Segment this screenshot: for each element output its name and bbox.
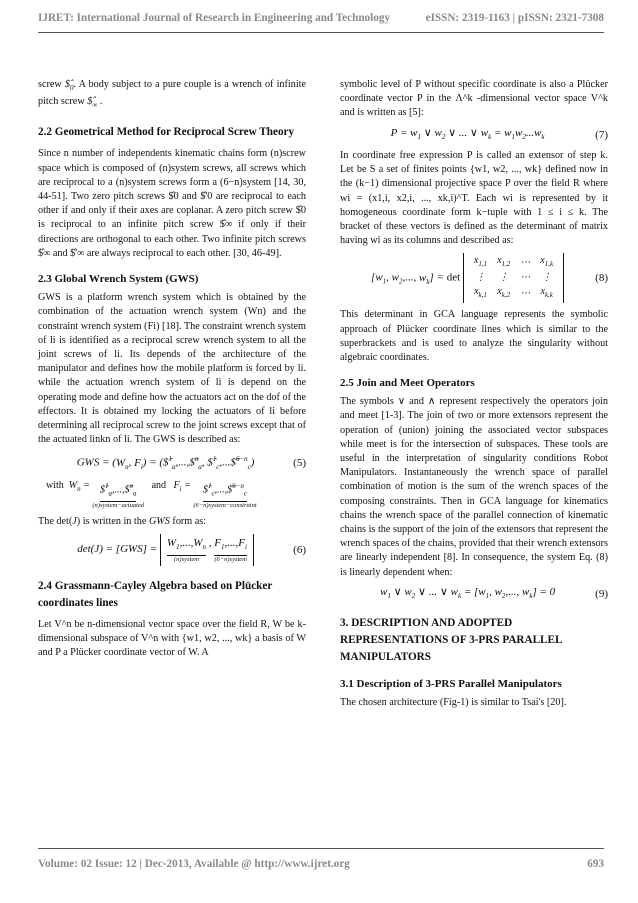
section-2-2-body: Since n number of independents kinematic chains form (n)screw space which is composed of (n)system screws, all screws which are reciprocal to a (n)system screws form a (6−n)system [14, 30, 44-51]. Two zero pitch screws $̂0 and $̂'0 are reciprocal to each other if and only if their axes are coplanar. A zero pitch screw $̂0 is reciprocal to an infinite pitch screw $̂∞ if only if their directions are orthogonal to each other. Two infinite pitch screws $̂∞ and $̂'∞ are always reciprocal to each other. [30, 46-49]. (38, 148, 306, 259)
equation-9: $w_1$ ∨ $w_2$ ∨ ... ∨ $w_k = [w_1$, $w_2$,..., $w_k] = 0$ (9) (380, 585, 608, 601)
section-3-1-body: The chosen architecture (Fig-1) is similar to Tsai's [20]. (340, 697, 567, 709)
left-column (38, 78, 306, 664)
section-2-5-body: The symbols ∨ and ∧ represent respectively the operators join and meet [1-3]. The join of two or more extensors represent the operation of (union) joining the associated vector subspaces while meet is for the intersection of subspaces. These tools are useful in the interpretation of singularity conditions Robot Manipulators. Instantaneously the wrench space of parallel combination of motion is the sum of the wrench spaces of the composing constraints. Then in GCA language for kinematics chains the wrench space of the parallel connection of kinematic chains is the support of the join of the extensors that represent the wrench spaces of the chains, provided that their wrench extensors are linearly independent [8]. In consequence, the system Eq. (8) is linearly dependent when: (340, 396, 608, 578)
journal-title: IJRET: International Journal of Research in Engineering and Technology (38, 12, 391, 24)
right-column (340, 78, 608, 714)
equation-8: [$w_1$, $w_2$,..., $w_k] = \det$ $x_{1,1}$ $x_{1,2}$ ⋯ $x_{1,k}$ ⋮ ⋮ ⋯ ⋮ $x_{k,1}$ $x_{k,2}$ ⋯ $x_{k,k}$ (8) (340, 253, 608, 303)
section-2-2-heading: 2.2 Geometrical Method for Reciprocal Screw Theory (38, 126, 295, 139)
section-2-4-body: Let V^n be n-dimensional vector space over the field R, W be k-dimensional subspace of V^n with {w1, w2, ..., wk} a basis of W and P a Plücker coordinate vector of W. A (38, 618, 306, 658)
section-2-3-body: GWS is a platform wrench system which is obtained by the combination of the actuation wrench system (Wn) and the constraint wrench system (Fi) [18]. The constraint wrench system of li is identified as a reciprocal screw wrench system to all the joint screws of li. Its depends of the architecture of the manipulator and defines how the mobile platform is forced by li. while the actuation wrench system of li is depend on the operating mode and define how the actuators act on the dof of the effectors. It is obtained my locking the actuators of li before determining all reciprocal screw to the joint screws except that of the actuated linkn of li. The GWS is described as: (38, 292, 306, 446)
section-2-4-heading: 2.4 Grassmann-Cayley Algebra based on Plücker coordinates lines (38, 579, 273, 609)
volume-info: Volume: 02 Issue: 12 | Dec-2013, Available @ http://www.ijret.org (38, 858, 350, 870)
section-2-4-continuation: symbolic level of P without specific coordinate is also a Plücker coordinate vector P in the Λ^k -dimensional vector space V^k and is written as [5]: (340, 79, 608, 119)
equation-7: $P = w_1$ ∨ $w_2$ ∨ ... ∨ $w_k = w_1w_2...w_k$ (7) (390, 126, 608, 141)
extensor-paragraph: In coordinate free expression P is called an extensor of step k. Let be S a set of finites points {w1, w2, ..., wk} defined now in the (k−1) dimensional projective space P over the field R where wi = (x1,i, x2,i, ..., xk,i)^T. Each wi is represented by it homogeneous coordinate form k−tuple with 1 ≤ i ≤ k. The bracket of these vectors is defined as the determinant of matrix having wi as its columns and described as: (340, 150, 608, 247)
intro-paragraph: screw $\$̂_0$. A body subject to a pure couple is a wrench of infinite pitch screw $\$̂_\infty$ . (38, 79, 307, 110)
equation-5-definitions: with $W_n$ = $̂$^1_a$,...,$̂$^n_a$ (n)system−actuated and $F_i$ = $̂$^1_c$,...,$̂$^{6-n}_c$ (6−n)system−constraint (46, 480, 257, 509)
running-header (38, 12, 604, 24)
section-2-5-heading: 2.5 Join and Meet Operators (340, 377, 475, 390)
section-2-3-heading: 2.3 Global Wrench System (GWS) (38, 273, 199, 286)
determinant-matrix: $x_{1,1}$ $x_{1,2}$ ⋯ $x_{1,k}$ ⋮ ⋮ ⋯ ⋮ $x_{k,1}$ $x_{k,2}$ ⋯ $x_{k,k}$ (463, 253, 564, 303)
footer-rule (38, 848, 604, 849)
section-3-heading: 3. DESCRIPTION AND ADOPTED REPRESENTATIONS OF 3-PRS PARALLEL MANIPULATORS (340, 617, 562, 664)
header-rule (38, 32, 604, 33)
equation-5: GWS = ($W_n$, $F_i$) = ($̂$^1_a$,...,$̂$^n_a$, $̂$^1_c$,...$̂$^{6-n}_c$) (5) (76, 455, 306, 472)
equation-6: det(J) = [GWS] = $W_1,...,W_n$ (n)system , $F_1,...,F_i$ (6−n)system (6) (38, 534, 306, 565)
issn: eISSN: 2319-1163 | pISSN: 2321-7308 (425, 12, 604, 24)
running-footer (38, 858, 604, 870)
section-2-3-det-sentence: The det(J) is written in the GWS form as: (38, 515, 207, 527)
section-3-1-heading: 3.1 Description of 3-PRS Parallel Manipulators (340, 678, 562, 691)
determinant-paragraph: This determinant in GCA language represents the symbolic approach of Plücker coordinate lines which is similar to the superbrackets and is used to analyze the singularity without algebraic coordinates. (340, 309, 608, 364)
page-number: 693 (587, 858, 604, 870)
